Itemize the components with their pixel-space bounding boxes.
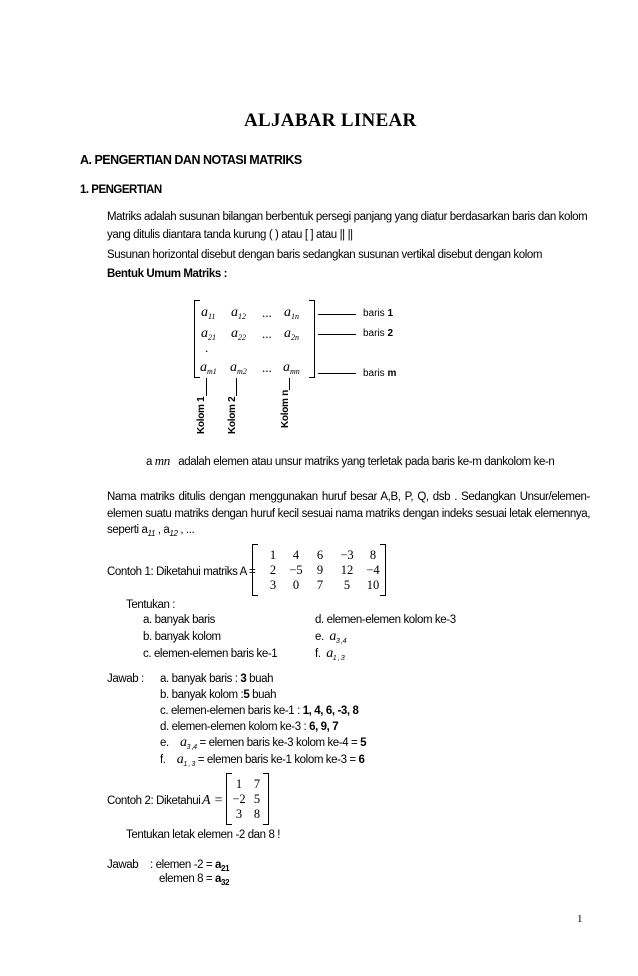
subscript: 21 [221, 864, 230, 873]
question-f [315, 646, 344, 662]
answer-e [160, 735, 366, 751]
matrix-a-label: A = [202, 793, 224, 808]
kolom-n-label: Kolom n [280, 390, 291, 428]
answer-text: c. elemen-elemen baris ke-1 : [160, 705, 303, 717]
baris-2-label [363, 328, 393, 339]
matrix-cell: 0 [292, 578, 300, 592]
matrix-cell: 12 [340, 563, 354, 577]
element-am1 [200, 360, 217, 376]
kolom-1-label: Kolom 1 [196, 396, 207, 434]
answer-text: = elemen baris ke-3 kolom ke-4 = [196, 737, 361, 749]
answer-a [160, 673, 273, 685]
matrix-cell: $a_{2n}$ [284, 326, 299, 342]
answer-value: 3 [240, 673, 247, 685]
matrix-cell: $a_{m1}$ [200, 360, 217, 376]
baris-1-label [363, 308, 393, 319]
answer-2 [159, 873, 229, 887]
element-a1n [284, 305, 299, 321]
matrix-cell: $a_{m2}$ [230, 360, 247, 376]
answer-value: a [215, 859, 222, 871]
matrix-cell: $a_{12}$ [231, 305, 246, 321]
page-title: ALJABAR LINEAR [244, 110, 417, 131]
question-a: a. banyak baris [143, 614, 215, 626]
jawab-label: Jawab : [107, 673, 144, 685]
answer-value: 1, 4, 6, -3, 8 [302, 705, 359, 717]
element-symbol: a [329, 629, 336, 644]
answer-value: 6, 9, 7 [309, 721, 339, 733]
matrix-cell: 9 [316, 563, 324, 577]
ellipsis: ... [262, 360, 272, 375]
matrix-cell: 1 [235, 777, 243, 791]
subscript: 11 [208, 312, 216, 321]
answer-text: b. banyak kolom : [160, 689, 244, 701]
matrix-cell: 10 [366, 578, 380, 592]
general-form-label: Bentuk Umum Matriks : [107, 268, 228, 280]
item-prefix: e. [315, 631, 324, 643]
matrix-cell: $a_{11}$ [201, 305, 216, 321]
baris-number: m [387, 368, 397, 379]
item-prefix: e. [160, 737, 169, 749]
intro-line-3: Susunan horizontal disebut dengan baris sedangkan susunan vertikal disebut dengan kolom [107, 249, 543, 261]
answer-f [160, 752, 364, 768]
answer-text: a. banyak baris : [160, 673, 241, 685]
subsection-heading: 1. PENGERTIAN [80, 184, 162, 196]
example-1-label: Contoh 1: Diketahui matriks A = [107, 566, 256, 578]
subscript: mn [290, 367, 300, 376]
element-am2 [230, 360, 247, 376]
answer-d [160, 721, 338, 733]
question-c: c. elemen-elemen baris ke-1 [143, 648, 278, 660]
ellipsis: ... [262, 326, 272, 341]
page-number: 1 [577, 913, 583, 925]
item-prefix: f. [160, 754, 166, 766]
subscript: 1 , 3 [332, 655, 345, 662]
matrix-cell: 7 [316, 578, 324, 592]
answer-1 [150, 859, 229, 873]
question-b: b. banyak kolom [143, 631, 221, 643]
matrix-cell: −5 [289, 563, 303, 577]
ellipsis: ... [262, 305, 272, 320]
subscript: 1 , 3 [183, 761, 196, 768]
matrix-cell: 8 [253, 807, 261, 821]
element-symbol: a [179, 735, 187, 750]
subscript: 2n [291, 333, 299, 342]
matrix-cell: 4 [292, 548, 300, 562]
baris-number: 2 [387, 328, 394, 339]
matrix-cell: 6 [316, 548, 324, 562]
subscript: 32 [221, 878, 230, 887]
element-a12 [231, 305, 246, 321]
subscript: 3 ,4 [336, 638, 347, 645]
matrix-cell: −2 [232, 792, 246, 806]
kolom-2-label: Kolom 2 [227, 396, 238, 434]
example-2-question: Tentukan letak elemen -2 dan 8 ! [126, 829, 281, 841]
element-symbol: a [326, 646, 333, 661]
matrix-cell: $a_{21}$ [201, 326, 216, 342]
baris-text: baris [363, 308, 388, 319]
baris-number: 1 [387, 308, 394, 319]
matrix-cell: $a_{22}$ [231, 326, 246, 342]
kolom-1-line [206, 378, 207, 396]
answer-text: buah [249, 689, 277, 701]
baris-text: baris [363, 328, 388, 339]
intro-line-1: Matriks adalah susunan bilangan berbentuk persegi panjang yang diatur berdasarkan baris dan kolom [107, 211, 588, 223]
subscript: 21 [208, 333, 216, 342]
kolom-n-line [289, 378, 290, 390]
subscript: 12 [169, 529, 178, 538]
vertical-dot: . [205, 340, 209, 355]
subscript: 22 [238, 333, 246, 342]
matrix-cell: 5 [343, 578, 351, 592]
element-a2n [284, 326, 299, 342]
right-bracket [309, 300, 315, 378]
naming-line-3 [107, 524, 194, 538]
element-a22 [231, 326, 246, 342]
item-prefix: f. [315, 648, 321, 660]
element-a11 [201, 305, 215, 321]
left-bracket [252, 544, 258, 596]
naming-text: , a [155, 524, 170, 536]
matrix-cell: 5 [253, 792, 261, 806]
matrix-cell: 8 [369, 548, 377, 562]
naming-text: seperti a [107, 524, 148, 536]
example-2-label: Contoh 2: Diketahui [107, 795, 201, 807]
baris-m-label [363, 368, 396, 379]
answer-text: : elemen -2 = [150, 859, 216, 871]
subscript: 12 [238, 312, 246, 321]
answer-c [160, 705, 358, 717]
baris-m-line [318, 373, 356, 374]
matrix-cell: 1 [269, 548, 277, 562]
matrix-cell: 3 [235, 807, 243, 821]
matrix-cell: 7 [253, 777, 261, 791]
naming-text: , ... [177, 524, 195, 536]
kolom-2-line [236, 378, 237, 396]
element-amn [283, 360, 300, 376]
subscript: m2 [237, 367, 247, 376]
subscript: 1n [291, 312, 299, 321]
matrix-cell: −4 [366, 563, 380, 577]
answer-text: buah [246, 673, 274, 685]
subscript: 11 [147, 529, 156, 538]
matrix-cell: 2 [269, 563, 277, 577]
answer-b [160, 689, 276, 701]
answer-value: 5 [360, 737, 367, 749]
matrix-cell: −3 [340, 548, 354, 562]
element-a21 [201, 326, 216, 342]
element-symbol: a [176, 752, 184, 767]
jawab-label: Jawab [107, 859, 139, 871]
amn-subscript: mn [154, 453, 170, 468]
amn-definition [146, 453, 554, 469]
answer-value: 5 [243, 689, 250, 701]
matrix-cell: $a_{1n}$ [284, 305, 299, 321]
intro-line-2: yang ditulis diantara tanda kurung ( ) atau [ ] atau || || [107, 229, 353, 241]
subscript: m1 [207, 367, 217, 376]
answer-text: elemen 8 = [159, 873, 216, 885]
amn-text: adalah elemen atau unsur matriks yang terletak pada baris ke-m dankolom ke-n [178, 456, 555, 468]
answer-value: 6 [358, 754, 365, 766]
tentukan-label: Tentukan : [126, 599, 176, 611]
baris-text: baris [363, 368, 388, 379]
answer-text: d. elemen-elemen kolom ke-3 : [160, 721, 310, 733]
answer-value: a [215, 873, 222, 885]
baris-2-line [318, 334, 356, 335]
answer-text: = elemen baris ke-1 kolom ke-3 = [195, 754, 359, 766]
naming-line-1: Nama matriks ditulis dengan menggunakan huruf besar A,B, P, Q, dsb . Sedangkan Unsur/elemen- [107, 491, 590, 503]
naming-line-2: elemen suatu matriks dengan huruf kecil sesuai nama matriks dengan indeks sesuai letak elemennya, [107, 508, 590, 520]
matrix-cell: 3 [269, 578, 277, 592]
subscript: 3 ,4 [186, 744, 197, 751]
section-heading: A. PENGERTIAN DAN NOTASI MATRIKS [80, 153, 302, 167]
question-d: d. elemen-elemen kolom ke-3 [315, 614, 456, 626]
matrix-cell: $a_{mn}$ [283, 360, 300, 376]
baris-1-line [318, 314, 356, 315]
question-e [315, 629, 346, 645]
amn-symbol: a [146, 456, 152, 468]
